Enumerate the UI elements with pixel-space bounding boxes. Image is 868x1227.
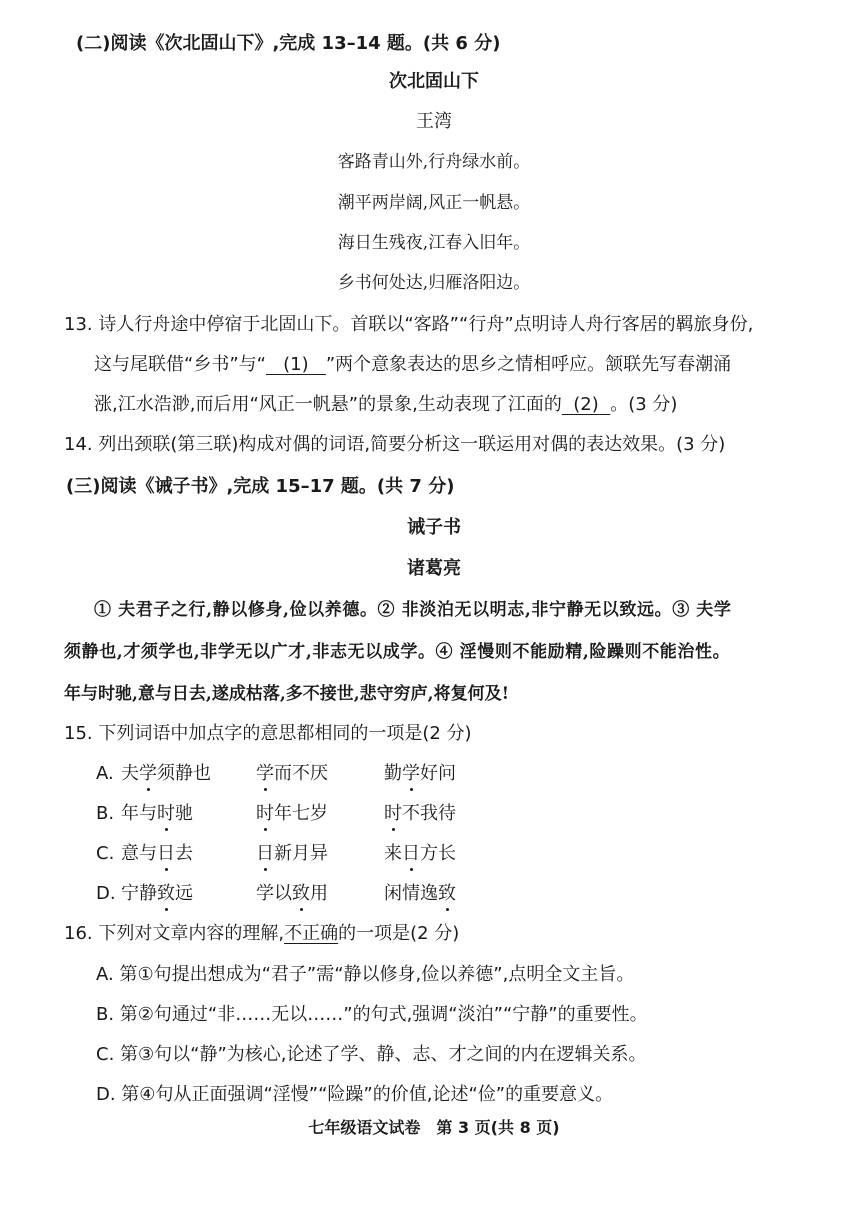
- page-footer: 七年级语文试卷 第 3 页(共 8 页): [308, 1118, 560, 1137]
- q16-emphasis: 不正确: [284, 923, 339, 944]
- q15-stem: 15. 下列词语中加点字的意思都相同的一项是(2 分): [64, 723, 472, 744]
- q15-option-c-word-2: 日新月异: [256, 843, 328, 864]
- q13-line-2: 这与尾联借“乡书”与“ (1) ”两个意象表达的思乡之情相呼应。颔联先写春潮涌: [94, 354, 732, 375]
- poem-line-1: 客路青山外,行舟绿水前。: [337, 152, 531, 172]
- q16-stem: 16. 下列对文章内容的理解,不正确的一项是(2 分): [64, 923, 460, 944]
- q15-option-a-word-2: 学而不厌: [256, 763, 328, 784]
- q15-option-d: D.: [96, 883, 116, 904]
- q16-option-c: C. 第③句以“静”为核心,论述了学、静、志、才之间的内在逻辑关系。: [96, 1044, 647, 1065]
- poem-line-2: 潮平两岸阔,风正一帆悬。: [337, 193, 531, 213]
- q15-option-a-word-3: 勤学好问: [384, 763, 456, 784]
- q13-blank-1: (1): [283, 354, 309, 375]
- essay-author: 诸葛亮: [407, 558, 461, 579]
- q15-option-c-word-1: 意与日去: [121, 843, 193, 864]
- essay-para-line-1: ① 夫君子之行,静以修身,俭以养德。② 非淡泊无以明志,非宁静无以致远。③ 夫学: [94, 600, 732, 620]
- q15-option-c: C.: [96, 843, 115, 864]
- q15-option-c-word-3: 来日方长: [384, 843, 456, 864]
- q13-line-3: 涨,江水浩渺,而后用“风正一帆悬”的景象,生动表现了江面的 (2) 。(3 分): [94, 394, 678, 415]
- essay-para-line-2: 须静也,才须学也,非学无以广才,非志无以成学。④ 淫慢则不能励精,险躁则不能治性。: [64, 642, 731, 662]
- q15-option-b-word-2: 时年七岁: [256, 803, 328, 824]
- q15-option-d-word-2: 学以致用: [256, 883, 328, 904]
- q13-blank-2: (2): [573, 394, 599, 415]
- q15-option-b: B.: [96, 803, 115, 824]
- q15-option-a: A.: [96, 763, 114, 784]
- poem-title: 次北固山下: [389, 71, 479, 92]
- q14-stem: 14. 列出颈联(第三联)构成对偶的词语,简要分析这一联运用对偶的表达效果。(3 分): [64, 434, 726, 455]
- poem-line-4: 乡书何处达,归雁洛阳边。: [337, 273, 531, 293]
- q15-option-d-word-1: 宁静致远: [121, 883, 193, 904]
- section-3-header: (三)阅读《诫子书》,完成 15–17 题。(共 7 分): [66, 476, 455, 497]
- q15-option-b-word-3: 时不我待: [384, 803, 456, 824]
- poem-author: 王湾: [416, 111, 452, 132]
- essay-title: 诫子书: [407, 517, 461, 538]
- q15-option-a-word-1: 夫学须静也: [121, 763, 211, 784]
- q16-option-b: B. 第②句通过“非……无以……”的句式,强调“淡泊”“宁静”的重要性。: [96, 1004, 648, 1025]
- essay-para-line-3: 年与时驰,意与日去,遂成枯落,多不接世,悲守穷庐,将复何及!: [64, 684, 510, 704]
- q13-line-1: 13. 诗人行舟途中停宿于北固山下。首联以“客路”“行舟”点明诗人舟行客居的羁旅身份,: [64, 314, 754, 335]
- q16-option-d: D. 第④句从正面强调“淫慢”“险躁”的价值,论述“俭”的重要意义。: [96, 1084, 614, 1105]
- q15-option-d-word-3: 闲情逸致: [384, 883, 456, 904]
- poem-line-3: 海日生残夜,江春入旧年。: [337, 233, 531, 253]
- q15-option-b-word-1: 年与时驰: [121, 803, 193, 824]
- q16-option-a: A. 第①句提出想成为“君子”需“静以修身,俭以养德”,点明全文主旨。: [96, 964, 635, 985]
- section-2-header: (二)阅读《次北固山下》,完成 13–14 题。(共 6 分): [76, 33, 501, 54]
